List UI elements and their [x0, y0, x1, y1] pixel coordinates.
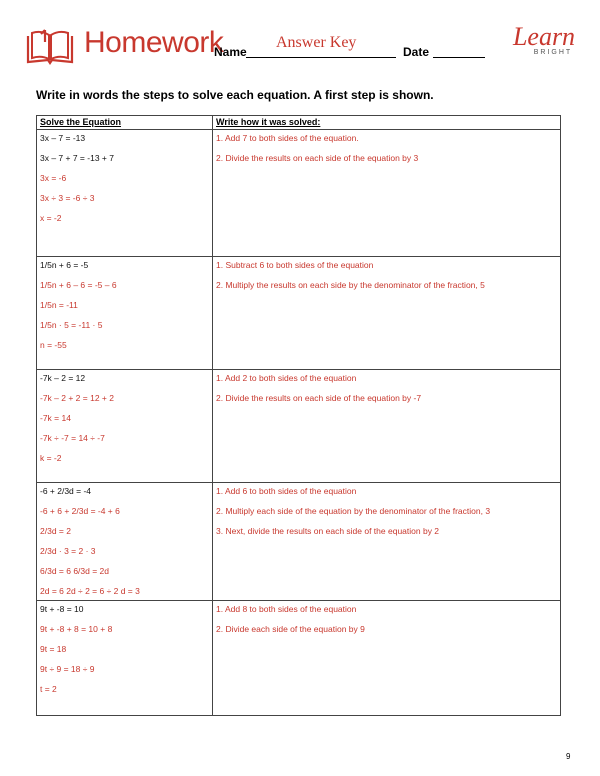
homework-title: Homework — [84, 26, 224, 59]
equation-cell — [37, 483, 213, 601]
column-header-equation: Solve the Equation — [37, 116, 213, 130]
solution-step: 1/5n + 6 – 6 = -5 – 6 — [40, 280, 117, 290]
solution-step: 3x – 7 + 7 = -13 + 7 — [40, 153, 114, 163]
solution-step: 2d = 6 2d ÷ 2 = 6 ÷ 2 d = 3 — [40, 586, 140, 596]
equation-cell — [37, 130, 213, 257]
solution-step: 9t ÷ 9 = 18 ÷ 9 — [40, 664, 95, 674]
step-description: 2. Multiply each side of the equation by the denominator of the fraction, 3 — [216, 506, 491, 516]
problem-row — [37, 130, 561, 257]
column-header-steps: Write how it was solved: — [213, 116, 561, 130]
brand-name: Learn — [512, 22, 576, 51]
solution-step: 2/3d = 2 — [40, 526, 71, 536]
problem-row — [37, 483, 561, 601]
solution-step: x = -2 — [40, 213, 62, 223]
worksheet-rows — [37, 130, 561, 716]
solution-step: n = -55 — [40, 340, 67, 350]
step-description: 2. Divide the results on each side of the equation by -7 — [216, 393, 422, 403]
equation-cell — [37, 601, 213, 716]
brand-subtitle: BRIGHT — [533, 49, 573, 56]
step-description: 1. Add 2 to both sides of the equation — [216, 373, 357, 383]
steps-cell — [213, 370, 561, 483]
solution-step: 9t + -8 + 8 = 10 + 8 — [40, 624, 113, 634]
equation-text: -7k – 2 = 12 — [40, 373, 86, 383]
solution-step: -6 + 6 + 2/3d = -4 + 6 — [40, 506, 120, 516]
equation-cell — [37, 370, 213, 483]
header — [0, 0, 600, 80]
problem-row — [37, 601, 561, 716]
solution-step: 6/3d = 6 6/3d = 2d — [40, 566, 110, 576]
solution-step: 1/5n = -11 — [40, 300, 78, 310]
problem-row — [37, 370, 561, 483]
brand-logo — [508, 24, 580, 56]
instructions: Write in words the steps to solve each equation. A first step is shown. — [36, 88, 434, 102]
name-value[interactable]: Answer Key — [276, 34, 357, 51]
step-description: 3. Next, divide the results on each side of the equation by 2 — [216, 526, 440, 536]
step-description: 1. Add 8 to both sides of the equation — [216, 604, 357, 614]
solution-step: t = 2 — [40, 684, 57, 694]
steps-cell — [213, 601, 561, 716]
problem-row — [37, 257, 561, 370]
equation-text: 3x – 7 = -13 — [40, 133, 86, 143]
equation-text: 9t + -8 = 10 — [40, 604, 84, 614]
steps-cell — [213, 483, 561, 601]
solution-step: 3x ÷ 3 = -6 ÷ 3 — [40, 193, 95, 203]
solution-step: -7k ÷ -7 = 14 ÷ -7 — [40, 433, 105, 443]
name-line — [246, 57, 396, 58]
date-field[interactable] — [433, 57, 485, 58]
solution-step: 3x = -6 — [40, 173, 67, 183]
step-description: 2. Multiply the results on each side by the denominator of the fraction, 5 — [216, 280, 485, 290]
step-description: 2. Divide the results on each side of the equation by 3 — [216, 153, 419, 163]
worksheet-table — [36, 115, 561, 716]
solution-step: k = -2 — [40, 453, 62, 463]
step-description: 2. Divide each side of the equation by 9 — [216, 624, 365, 634]
solution-step: -7k = 14 — [40, 413, 71, 423]
book-icon — [24, 26, 76, 66]
solution-step: 9t = 18 — [40, 644, 67, 654]
steps-cell — [213, 257, 561, 370]
step-description: 1. Add 6 to both sides of the equation — [216, 486, 357, 496]
date-label: Date — [403, 45, 430, 59]
equation-text: -6 + 2/3d = -4 — [40, 486, 92, 496]
solution-step: -7k – 2 + 2 = 12 + 2 — [40, 393, 114, 403]
solution-step: 1/5n · 5 = -11 · 5 — [40, 320, 103, 330]
solution-step: 2/3d · 3 = 2 · 3 — [40, 546, 96, 556]
steps-cell — [213, 130, 561, 257]
equation-text: 1/5n + 6 = -5 — [40, 260, 89, 270]
equation-cell — [37, 257, 213, 370]
step-description: 1. Subtract 6 to both sides of the equation — [216, 260, 374, 270]
page-number: 9 — [566, 752, 571, 761]
name-label: Name — [214, 45, 247, 59]
step-description: 1. Add 7 to both sides of the equation. — [216, 133, 359, 143]
